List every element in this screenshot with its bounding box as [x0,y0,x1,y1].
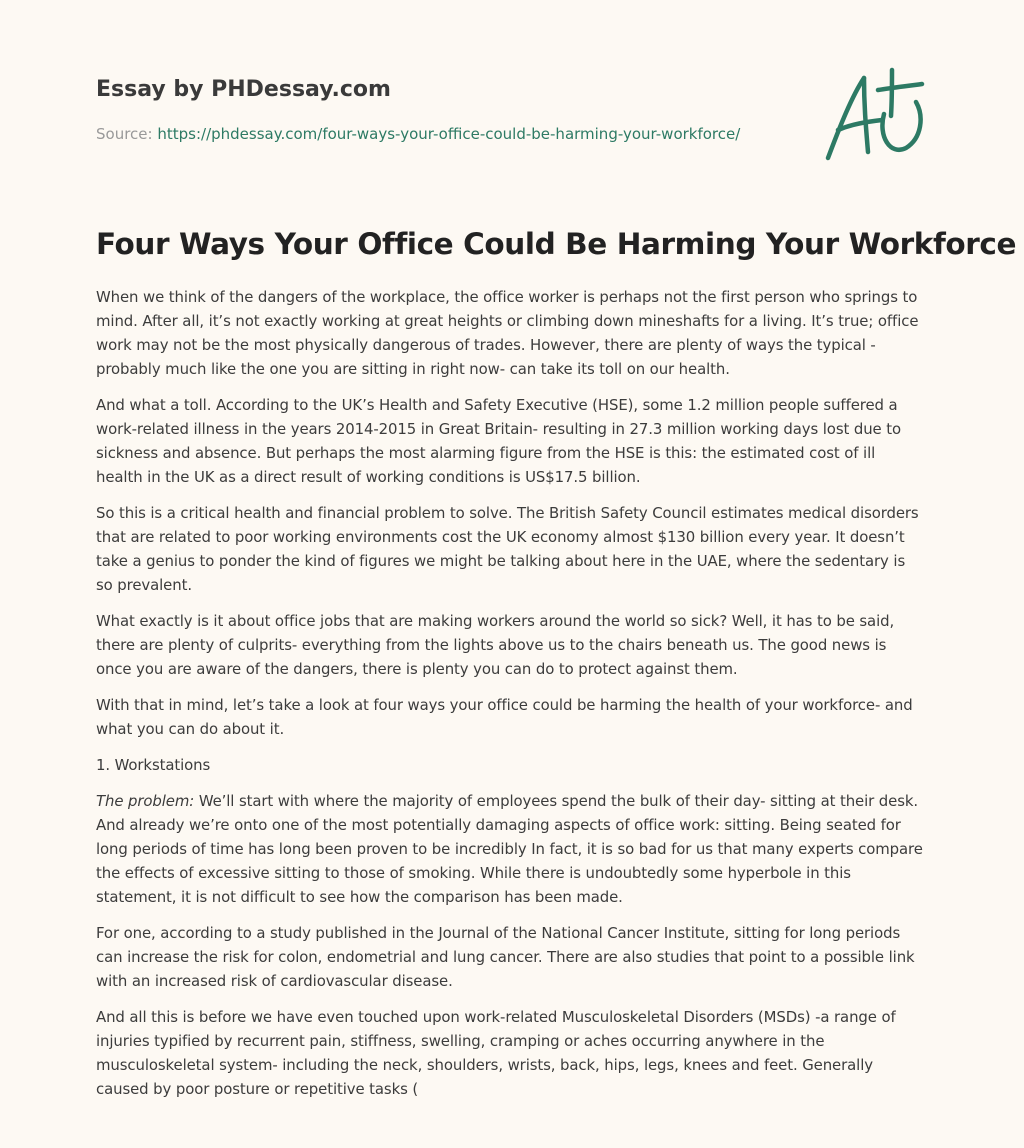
article-body [96,285,926,1113]
paragraph: So this is a critical health and financial problem to solve. The British Safety Council estimates medical disorders that are related to poor working environments cost the UK economy almost $130 billion every year. It doesn’t take a genius to ponder the kind of figures we might be talking about here in the UAE, where the sedentary is so prevalent. [96,504,919,594]
paragraph: What exactly is it about office jobs that are making workers around the world so sick? Well, it has to be said, there are plenty of culprits- everything from the lights above us to the chairs beneath us. The good news is once you are aware of the dangers, there is plenty you can do to protect against them. [96,612,895,678]
paragraph: When we think of the dangers of the workplace, the office worker is perhaps not the first person who springs to mind. After all, it’s not exactly working at great heights or climbing down mineshafts for a living. It’s true; office work may not be the most physically dangerous of trades. However, there are plenty of ways the typical - probably much like the one you are sitting in right now- can take its toll on our health. [96,288,919,378]
source-line [96,124,796,144]
problem-label: The problem: [96,792,195,810]
section-heading: 1. Workstations [96,756,211,774]
source-link[interactable]: https://phdessay.com/four-ways-your-office-could-be-harming-your-workforce/ [157,125,741,143]
a-plus-icon [820,66,930,166]
article-title: Four Ways Your Office Could Be Harming Your Workforce [96,227,1017,261]
paragraph-problem [96,789,926,909]
essay-header [96,76,796,144]
problem-text: We’ll start with where the majority of employees spend the bulk of their day- sitting at their desk. And already we’re onto one of the most potentially damaging aspects of office work: sitting. Being seated for long periods of time has long been proven to be incredibly In fact, it is so bad for us that many experts compare the effects of excessive sitting to those of smoking. While there is undoubtedly some hyperbole in this statement, it is not difficult to see how the comparison has been made. [96,792,923,906]
paragraph: With that in mind, let’s take a look at four ways your office could be harming the health of your workforce- and what you can do about it. [96,696,913,738]
paragraph: For one, according to a study published in the Journal of the National Cancer Institute, sitting for long periods can increase the risk for colon, endometrial and lung cancer. There are also studies that point to a possible link with an increased risk of cardiovascular disease. [96,924,915,990]
brand-title: Essay by PHDessay.com [96,77,391,102]
paragraph: And what a toll. According to the UK’s Health and Safety Executive (HSE), some 1.2 million people suffered a work-related illness in the years 2014-2015 in Great Britain- resulting in 27.3 million working days lost due to sickness and absence. But perhaps the most alarming figure from the HSE is this: the estimated cost of ill health in the UK as a direct result of working conditions is US$17.5 billion. [96,396,901,486]
source-label: Source: [96,125,153,143]
a-plus-logo [820,66,930,166]
paragraph: And all this is before we have even touched upon work-related Musculoskeletal Disorders (MSDs) -a range of injuries typified by recurrent pain, stiffness, swelling, cramping or aches occurring anywhere in the musculoskeletal system- including the neck, shoulders, wrists, back, hips, legs, knees and feet. Generally caused by poor posture or repetitive tasks ( [96,1008,896,1098]
